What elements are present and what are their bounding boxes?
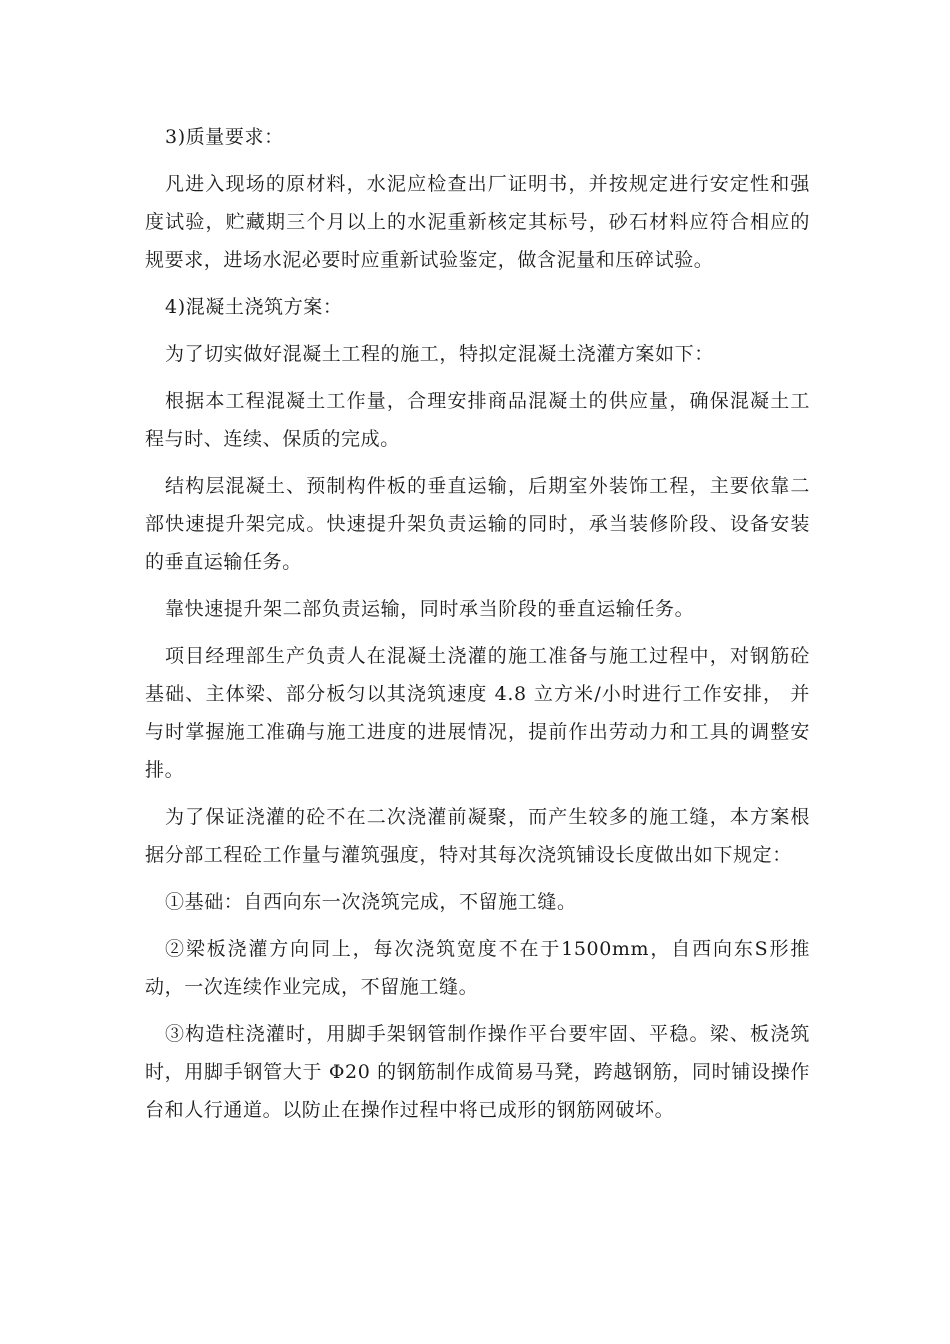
paragraph-manager: 项目经理部生产负责人在混凝土浇灌的施工准备与施工过程中，对钢筋砼基础、主体梁、部分板匀以其浇筑速度 4.8 立方米/小时进行工作安排， 并与时掌握施工准确与施工进度的进展情况，提前作出劳动力和工具的调整安排。: [145, 645, 810, 781]
paragraph-intro: 为了切实做好混凝土工程的施工，特拟定混凝土浇灌方案如下：: [165, 343, 714, 365]
list-item-beams: ②梁板浇灌方向同上，每次浇筑宽度不在于1500mm，自西向东S形推动，一次连续作业完成，不留施工缝。: [145, 938, 810, 998]
paragraph-vertical-transport: 结构层混凝土、预制构件板的垂直运输，后期室外装饰工程，主要依靠二部快速提升架完成。快速提升架负责运输的同时，承当装修阶段、设备安装的垂直运输任务。: [145, 475, 810, 573]
list-item-foundation: ①基础：自西向东一次浇筑完成，不留施工缝。: [165, 891, 577, 913]
document-body: [145, 118, 810, 1138]
list-item-columns: ③构造柱浇灌时，用脚手架钢管制作操作平台要牢固、平稳。梁、板浇筑时，用脚手钢管大于 Φ20 的钢筋制作成简易马凳，跨越钢筋，同时铺设操作台和人行通道。以防止在操作过程中将已成形的钢筋网破坏。: [145, 1023, 810, 1121]
paragraph-materials: 凡进入现场的原材料，水泥应检查出厂证明书，并按规定进行安定性和强度试验，贮藏期三个月以上的水泥重新核定其标号，砂石材料应符合相应的规要求，进场水泥必要时应重新试验鉴定，做含泥量和压碎试验。: [145, 173, 810, 271]
paragraph-joints: 为了保证浇灌的砼不在二次浇灌前凝聚，而产生较多的施工缝，本方案根据分部工程砼工作量与灌筑强度，特对其每次浇筑铺设长度做出如下规定：: [145, 806, 810, 866]
paragraph-supply: 根据本工程混凝土工作量，合理安排商品混凝土的供应量，确保混凝土工程与时、连续、保质的完成。: [145, 390, 810, 450]
section-heading-quality: 3)质量要求：: [165, 126, 284, 148]
paragraph-lift: 靠快速提升架二部负责运输，同时承当阶段的垂直运输任务。: [165, 598, 695, 620]
section-heading-concrete-plan: 4)混凝土浇筑方案：: [165, 296, 343, 318]
